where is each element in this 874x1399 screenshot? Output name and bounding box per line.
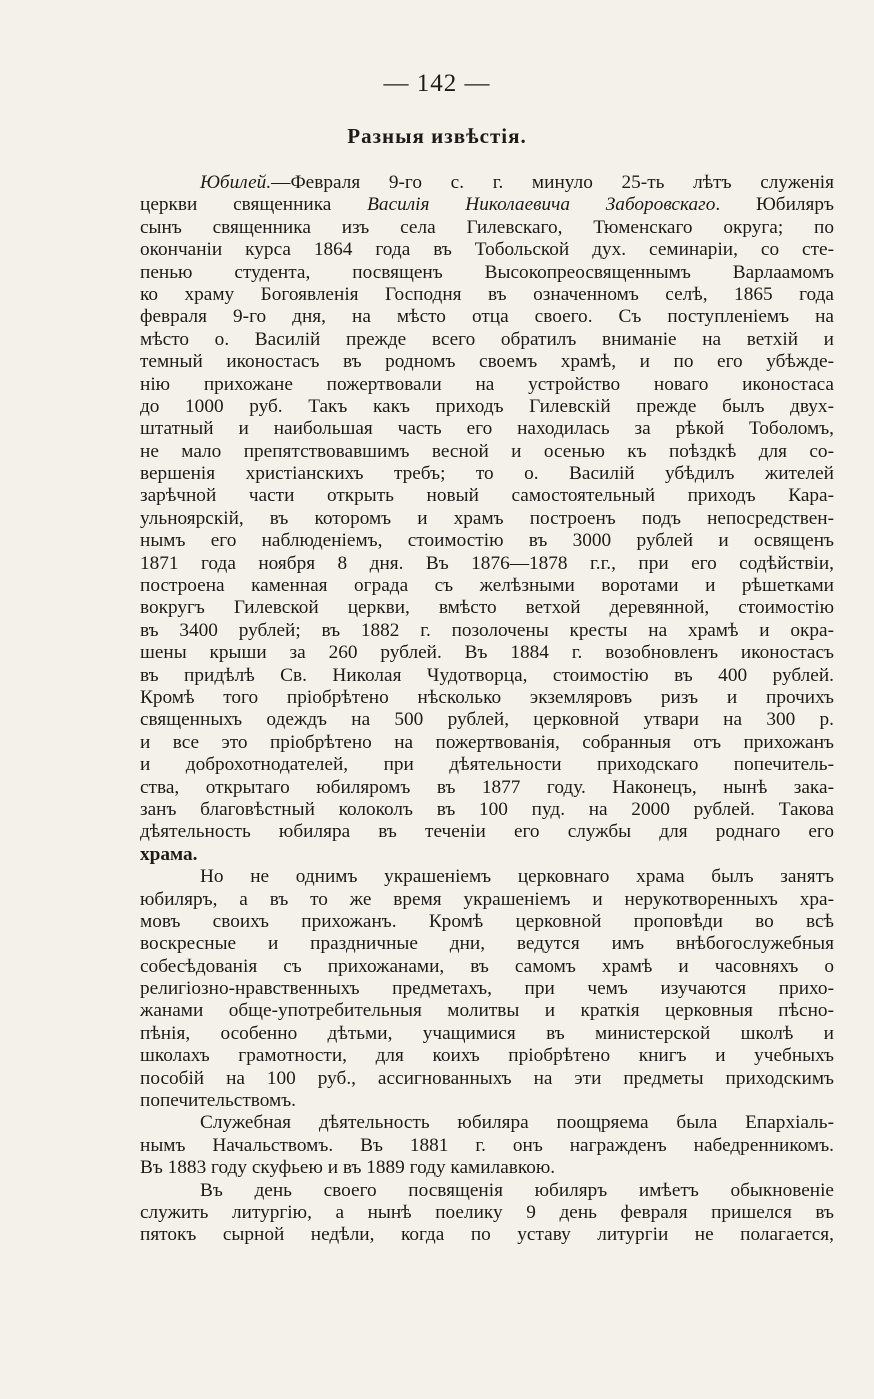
text-line: Служебная дѣятельность юбиляра поощряема была Епархіаль- <box>200 1112 834 1134</box>
text-line: зарѣчной части открыть новый самостоятельный приходъ Кара- <box>140 485 834 507</box>
text-line: въ придѣлѣ Св. Николая Чудотворца, стоимостію въ 400 рублей. <box>140 664 834 686</box>
jubilee-heading: Юбилей. <box>200 172 272 193</box>
text-line: занъ благовѣстный колоколъ въ 100 пуд. на 2000 рублей. Такова <box>140 798 834 820</box>
text-line <box>140 194 834 216</box>
text-span: —Февраля 9-го с. г. минуло 25-ть лѣтъ служенія <box>271 172 834 193</box>
text-line: построена каменная ограда съ желѣзными воротами и рѣшетками <box>140 575 834 597</box>
text-line: ко храму Богоявленія Господня въ означенномъ селѣ, 1865 года <box>140 283 834 305</box>
text-line: окончаніи курса 1864 года въ Тобольской дух. семинаріи, со сте- <box>140 239 834 261</box>
text-line: вокругъ Гилевской церкви, вмѣсто ветхой деревянной, стоимостію <box>140 597 834 619</box>
text-line: пенью студента, посвященъ Высокопреосвященнымъ Варлаамомъ <box>140 261 834 283</box>
text-line: нымъ Начальствомъ. Въ 1881 г. онъ награжденъ набедренникомъ. <box>140 1134 834 1156</box>
paragraph-jubilee <box>140 172 834 866</box>
text-line: темный иконостасъ въ родномъ своемъ храмѣ, и по его убѣжде- <box>140 351 834 373</box>
text-line: нымъ его наблюденіемъ, стоимостію въ 3000 рублей и освященъ <box>140 530 834 552</box>
text-line: Но не однимъ украшеніемъ церковнаго храма былъ занятъ <box>200 866 834 888</box>
text-line: священныхъ одеждъ на 500 рублей, церковной утвари на 300 р. <box>140 709 834 731</box>
text-line: религіозно-нравственныхъ предметахъ, при чемъ изучаются прихо- <box>140 978 834 1000</box>
text-line <box>140 172 834 194</box>
text-span: церкви священника <box>140 194 368 216</box>
text-line: не мало препятствовавшимъ весной и осенью къ поѣздкѣ для со- <box>140 440 834 462</box>
text-line: попечительствомъ. <box>140 1090 296 1112</box>
text-line: нію прихожане пожертвовали на устройство новаго иконостаса <box>140 373 834 395</box>
text-line: пятокъ сырной недѣли, когда по уставу литургіи не полагается, <box>140 1224 834 1246</box>
text-line: Кромѣ того пріобрѣтено нѣсколько экземляровъ ризъ и прочихъ <box>140 686 834 708</box>
paragraph-awards <box>140 1112 834 1179</box>
text-line: служить литургію, а нынѣ поелику 9 день февраля пришелся въ <box>140 1201 834 1223</box>
text-line: штатный и наибольшая часть его находилась за рѣкой Тоболомъ, <box>140 418 834 440</box>
text-line: и все это пріобрѣтено на пожертвованія, собранныя отъ прихожанъ <box>140 731 834 753</box>
text-line: собесѣдованія съ прихожанами, въ самомъ храмѣ и часовняхъ о <box>140 955 834 977</box>
text-line: въ 3400 рублей; въ 1882 г. позолочены кресты на храмѣ и окра- <box>140 619 834 641</box>
section-title: Разныя извѣстія. <box>347 124 527 148</box>
text-line: пѣнія, особенно дѣтьми, учащимися въ министерской школѣ и <box>140 1022 834 1044</box>
text-line: школахъ грамотности, для коихъ пріобрѣтено книгъ и учебныхъ <box>140 1045 834 1067</box>
text-line: юбиляръ, а въ то же время украшеніемъ и нерукотворенныхъ хра- <box>140 888 834 910</box>
text-line: мѣсто о. Василій прежде всего обратилъ вниманіе на ветхій и <box>140 328 834 350</box>
text-line: шены крыши за 260 рублей. Въ 1884 г. возобновленъ иконостасъ <box>140 642 834 664</box>
text-line: Въ 1883 году скуфьею и въ 1889 году камилавкою. <box>140 1157 556 1179</box>
text-line: февраля 9-го дня, на мѣсто отца своего. Съ поступленіемъ на <box>140 306 834 328</box>
text-line: жанами обще-употребительныя молитвы и краткія церковныя пѣсно- <box>140 1000 834 1022</box>
text-line: 1871 года ноября 8 дня. Въ 1876—1878 г.г., при его содѣйствіи, <box>140 552 834 574</box>
text-line: ульноярскій, въ которомъ и храмъ построенъ подъ непосредствен- <box>140 507 834 529</box>
text-line: вершенія христіанскихъ требъ; то о. Василій убѣдилъ жителей <box>140 463 834 485</box>
text-line: сынъ священника изъ села Гилевскаго, Тюменскаго округа; по <box>140 216 834 238</box>
page-number: — 142 — <box>383 70 491 97</box>
text-line: и доброхотнодателей, при дѣятельности приходскаго попечитель- <box>140 754 834 776</box>
text-line: пособій на 100 руб., ассигнованныхъ на эти предметы приходскимъ <box>140 1067 834 1089</box>
text-line: дѣятельность юбиляра въ теченіи его службы для роднаго его <box>140 821 834 843</box>
text-line: мовъ своихъ прихожанъ. Кромѣ церковной проповѣди во всѣ <box>140 910 834 932</box>
text-line: храма. <box>140 843 198 865</box>
text-line: ства, открытаго юбиляромъ въ 1877 году. Наконецъ, нынѣ зака- <box>140 776 834 798</box>
article-body <box>140 172 834 1247</box>
paragraph-liturgy <box>140 1180 834 1247</box>
text-line: до 1000 руб. Такъ какъ приходъ Гилевскій прежде былъ двух- <box>140 395 834 417</box>
paragraph-education <box>140 866 834 1112</box>
priest-name: Василія Николаевича Заборовскаго <box>367 194 716 216</box>
text-line: воскресные и праздничные дни, ведутся имъ внѣбогослужебныя <box>140 933 834 955</box>
text-line: Въ день своего посвященія юбиляръ имѣетъ обыкновеніе <box>200 1179 834 1201</box>
text-span: . Юбиляръ <box>715 194 834 216</box>
